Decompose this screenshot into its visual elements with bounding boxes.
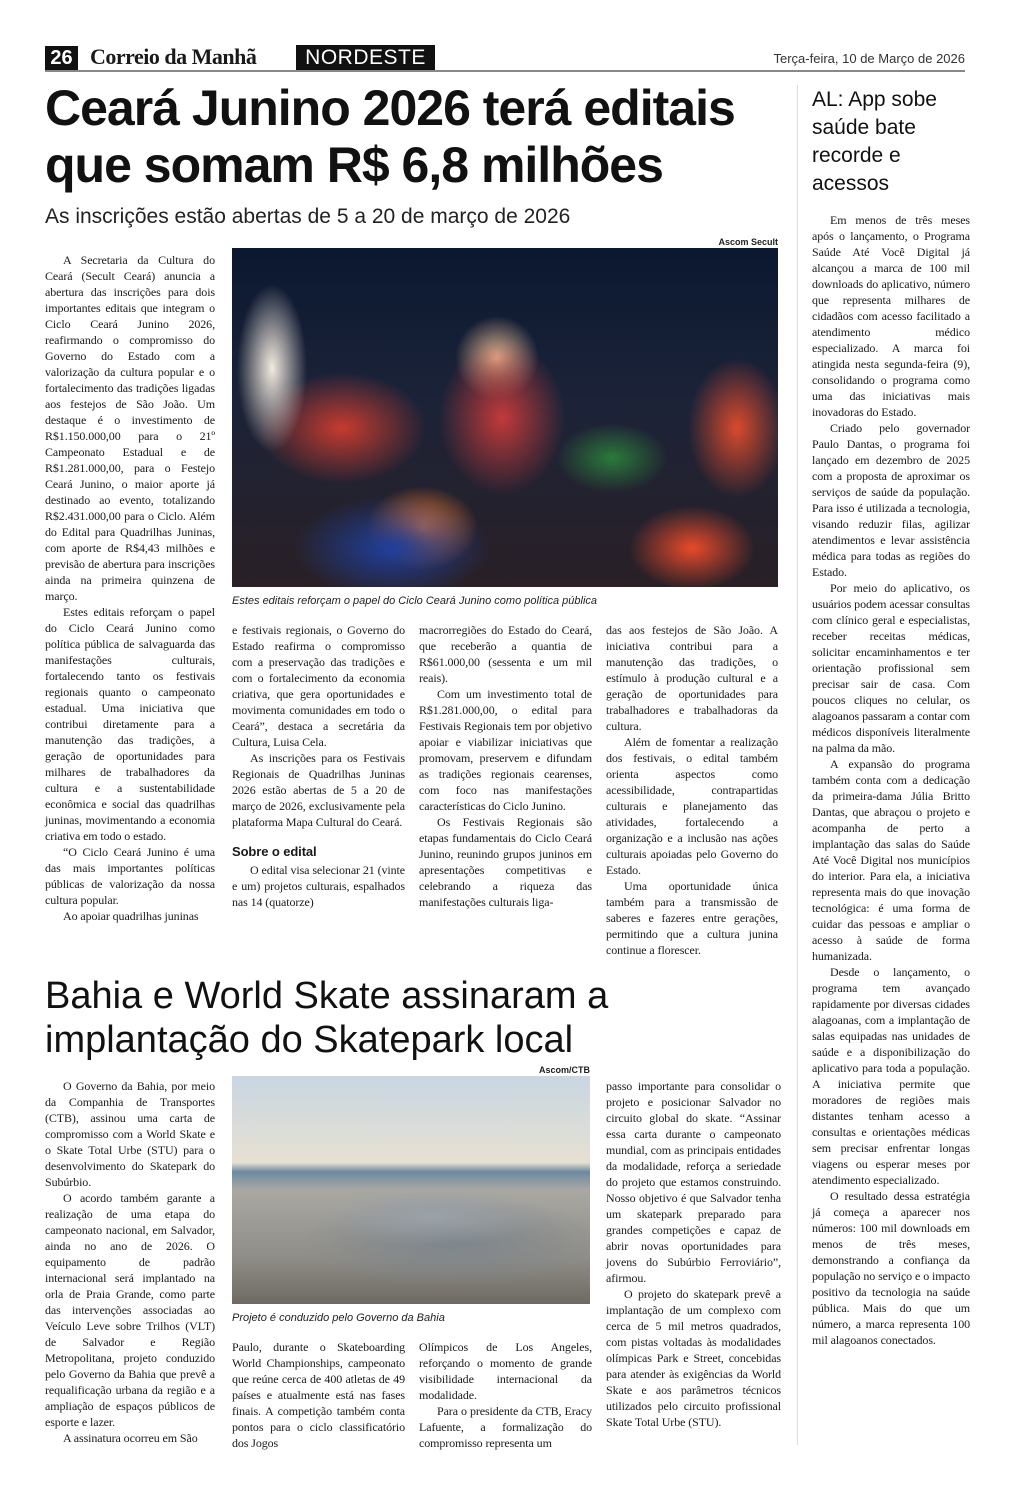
paragraph: Criado pelo governador Paulo Dantas, o programa foi lançado em dezembro de 2025 com a proposta de aproximar os serviços de saúde da população. Para isso é utilizada a tecnologia, visando reduzir filas, agilizar atendimentos e levar assistência médica para todas as regiões do Estado. bbox=[812, 421, 970, 579]
article2-column-2 bbox=[232, 1339, 405, 1451]
article2-column-3 bbox=[419, 1339, 592, 1451]
paragraph: Paulo, durante o Skateboarding World Championships, campeonato que reúne cerca de 400 atletas de 49 países e atualmente está nas fases finais. A competição também conta pontos para o ciclo classificatório dos Jogos bbox=[232, 1340, 405, 1450]
article1-body bbox=[45, 236, 778, 958]
paragraph: Ao apoiar quadrilhas juninas bbox=[63, 909, 199, 923]
paragraph: Uma oportunidade única também para a transmissão de saberes e fazeres entre gerações, permitindo que a cultura junina continue a florescer. bbox=[606, 879, 778, 957]
paragraph: A assinatura ocorreu em São bbox=[63, 1431, 198, 1445]
article1-right-block bbox=[232, 236, 778, 958]
paragraph: Com um investimento total de R$1.281.000,00, o edital para Festivais Regionais tem por objetivo apoiar e viabilizar iniciativas que promovam, preservem e difundam as tradições regionais cearenses, com foco nas manifestações características do Ciclo Junino. bbox=[419, 687, 592, 813]
paragraph: O edital visa selecionar 21 (vinte e um) projetos culturais, espalhados nas 14 (quatorze) bbox=[232, 863, 405, 909]
article1-photo-credit: Ascom Secult bbox=[718, 237, 778, 247]
paragraph: Em menos de três meses após o lançamento, o Programa Saúde Até Você Digital já alcançou a marca de 100 mil downloads do aplicativo, número que representa milhares de cidadãos com acesso facilitado a atendimento médico especializado. A marca foi atingida nesta segunda-feira (9), consolidando o programa como uma das iniciativas mais inovadoras do Estado. bbox=[812, 213, 970, 419]
paragraph: O Governo da Bahia, por meio da Companhia de Transportes (CTB), assinou uma carta de compromisso com a World Skate e o Skate Total Urbe (STU) para o desenvolvimento do Skatepark do Subúrbio. bbox=[45, 1079, 215, 1189]
article1-column-4 bbox=[606, 622, 778, 958]
column-divider bbox=[797, 85, 798, 1445]
paragraph: O acordo também garante a realização de uma etapa do campeonato nacional, em Salvador, ainda no ano de 2026. O equipamento de padrão internacional será implantado na orla de Praia Grande, como parte das intervenções associadas ao Veículo Leve sobre Trilhos (VLT) de Salvador e Região Metropolitana, projeto conduzido pelo Governo da Bahia que prevê a requalificação urbana da região e a ampliação de espaços públicos de esporte e lazer. bbox=[45, 1191, 215, 1429]
paragraph: macrorregiões do Estado do Ceará, que receberão a quantia de R$61.000,00 (sessenta e um mil reais). bbox=[419, 623, 592, 685]
article2-column-4 bbox=[606, 1064, 781, 1430]
paragraph: O resultado dessa estratégia já começa a aparecer nos números: 100 mil downloads em menos de três meses, demonstrando a confiança da população no serviço e o impacto positivo da tecnologia na saúde pública. Mais do que um número, a marca representa 100 mil alagoanos conectados. bbox=[812, 1189, 970, 1347]
paragraph: passo importante para consolidar o projeto e posicionar Salvador no circuito global do skate. “Assinar essa carta durante o campeonato mundial, com as principais entidades da modalidade, reforça a seriedade do projeto que estamos construindo. Nosso objetivo é que Salvador tenha um skatepark preparado para grandes competições e capaz de abrir novas oportunidades para jovens do Subúrbio Ferroviário”, afirmou. bbox=[606, 1079, 781, 1285]
paragraph: A Secretaria da Cultura do Ceará (Secult Ceará) anuncia a abertura das inscrições para dois importantes editais que integram o Ciclo Ceará Junino 2026, reafirmando o compromisso do Governo do Estado com a valorização da cultura popular e o fortalecimento das tradições ligadas aos festejos de São João. Um destaque é o investimento de R$1.150.000,00 para o 21º Campeonato Estadual e de R$1.281.000,00, para o Festejo Ceará Junino, o maior aporte já destinado ao evento, totalizando R$2.431.000,00 para o Ciclo. Além do Edital para Quadrilhas Juninas, com aporte de R$4,43 milhões e previsão de abertura para inscrições ainda na primeira quinzena de março. bbox=[45, 253, 215, 603]
paragraph: A expansão do programa também conta com a dedicação da primeira-dama Júlia Britto Dantas, que abraçou o projeto e acompanha de perto a implantação das salas do Saúde Até Você Digital nos municípios do interior. Para ela, a iniciativa representa mais do que inovação tecnológica: é uma forma de cuidar das pessoas e ampliar o acesso à saúde de forma humanizada. bbox=[812, 757, 970, 963]
paragraph: Os Festivais Regionais são etapas fundamentais do Ciclo Ceará Junino, reunindo grupos juninos em apresentações competitivas e celebrando a riqueza das manifestações culturais liga- bbox=[419, 815, 592, 909]
article1-lower-columns bbox=[232, 622, 778, 958]
paragraph: Olímpicos de Los Angeles, reforçando o momento de grande visibilidade internacional da modalidade. bbox=[419, 1340, 592, 1402]
article1-column-2 bbox=[232, 622, 405, 910]
article2-headline: Bahia e World Skate assinaram a implantação do Skatepark local bbox=[45, 975, 609, 1061]
article1-photo-festival-dancers bbox=[232, 248, 778, 587]
sidebar-headline: AL: App sobe saúde bate recorde e acessos bbox=[812, 88, 937, 195]
paragraph: das aos festejos de São João. A iniciativa contribui para a manutenção das tradições, o estímulo à produção cultural e a geração de oportunidades para trabalhadores e trabalhadoras da cultura. bbox=[606, 623, 778, 733]
article1-subheading: Sobre o edital bbox=[232, 844, 317, 859]
paragraph: Por meio do aplicativo, os usuários podem acessar consultas com clínico geral e especialistas, receber receitas médicas, solicitar encaminhamentos e ter orientação profissional sem precisar sair de casa. Com poucos cliques no celular, os alagoanos passaram a contar com médicos disponíveis literalmente na palma da mão. bbox=[812, 581, 970, 755]
article1-headline: Ceará Junino 2026 terá editais que somam R$ 6,8 milhões bbox=[45, 80, 735, 193]
article2-photo-credit: Ascom/CTB bbox=[538, 1065, 590, 1075]
article1-column-3 bbox=[419, 622, 592, 910]
paragraph: “O Ciclo Ceará Junino é uma das mais importantes políticas públicas de valorização da nossa cultura popular. bbox=[45, 845, 215, 907]
article2-middle-block bbox=[232, 1064, 592, 1451]
paragraph: e festivais regionais, o Governo do Estado reafirma o compromisso com a preservação das tradições e com o fortalecimento da economia criativa, que gera oportunidades e movimenta comunidades em todo o Ceará”, destaca a secretária da Cultura, Luisa Cela. bbox=[232, 623, 405, 749]
article2-photo-skatepark bbox=[232, 1076, 590, 1304]
paragraph: Desde o lançamento, o programa tem avançado rapidamente por diversas cidades alagoanas, com a implantação de salas equipadas nas unidades de saúde e a disponibilização do aplicativo para toda a população. A iniciativa permite que moradores de regiões mais distantes tenham acesso a consultas e orientações médicas sem precisar enfrentar longas viagens ou esperar meses por atendimento especializado. bbox=[812, 965, 970, 1187]
sidebar-column bbox=[812, 212, 970, 1348]
article2-lower-columns bbox=[232, 1339, 592, 1451]
article2-column-1 bbox=[45, 1064, 215, 1446]
main-content bbox=[45, 80, 781, 1451]
paragraph: Estes editais reforçam o papel do Ciclo Ceará Junino como política pública de salvaguarda das manifestações culturais, fortalecendo tanto os festivais regionais quanto o campeonato estadual. Uma iniciativa que contribui diretamente para a manutenção das tradições, a geração de oportunidades para milhares de trabalhadores da cultura e a sustentabilidade econômica e social das quadrilhas juninas, movimentando a economia criativa em todo o estado. bbox=[45, 605, 215, 843]
article1-subtitle: As inscrições estão abertas de 5 a 20 de março de 2026 bbox=[45, 205, 571, 228]
paragraph: As inscrições para os Festivais Regionais de Quadrilhas Juninas 2026 estão abertas de 5 a 20 de março de 2026, exclusivamente pela plataforma Mapa Cultural do Ceará. bbox=[232, 751, 405, 829]
article2-body bbox=[45, 1064, 781, 1451]
issue-date: Terça-feira, 10 de Março de 2026 bbox=[773, 51, 965, 66]
sidebar bbox=[812, 86, 970, 1348]
paragraph: Além de fomentar a realização dos festivais, o edital também orienta aspectos como acessibilidade, contrapartidas culturais e planejamento das atividades, fortalecendo a organização e a inclusão nas ações culturais apoiadas pelo Governo do Estado. bbox=[606, 735, 778, 877]
header-rule bbox=[45, 70, 965, 72]
article2-photo-caption: Projeto é conduzido pelo Governo da Bahia bbox=[232, 1312, 445, 1324]
newspaper-logo: Correio da Manhã bbox=[90, 44, 257, 69]
paragraph: O projeto do skatepark prevê a implantação de um complexo com cerca de 5 mil metros quadrados, com pistas voltadas às modalidades olímpicas Park e Street, concebidas para atender às exigências da World Skate e aos parâmetros técnicos utilizados pelo circuito profissional Skate Total Urbe (STU). bbox=[606, 1287, 781, 1429]
paragraph: Para o presidente da CTB, Eracy Lafuente, a formalização do compromisso representa um bbox=[419, 1404, 592, 1450]
section-label: NORDESTE bbox=[296, 45, 435, 71]
page-number: 26 bbox=[45, 46, 78, 70]
article1-column-1 bbox=[45, 236, 215, 924]
article1-photo-caption: Estes editais reforçam o papel do Ciclo Ceará Junino como política pública bbox=[232, 595, 598, 607]
